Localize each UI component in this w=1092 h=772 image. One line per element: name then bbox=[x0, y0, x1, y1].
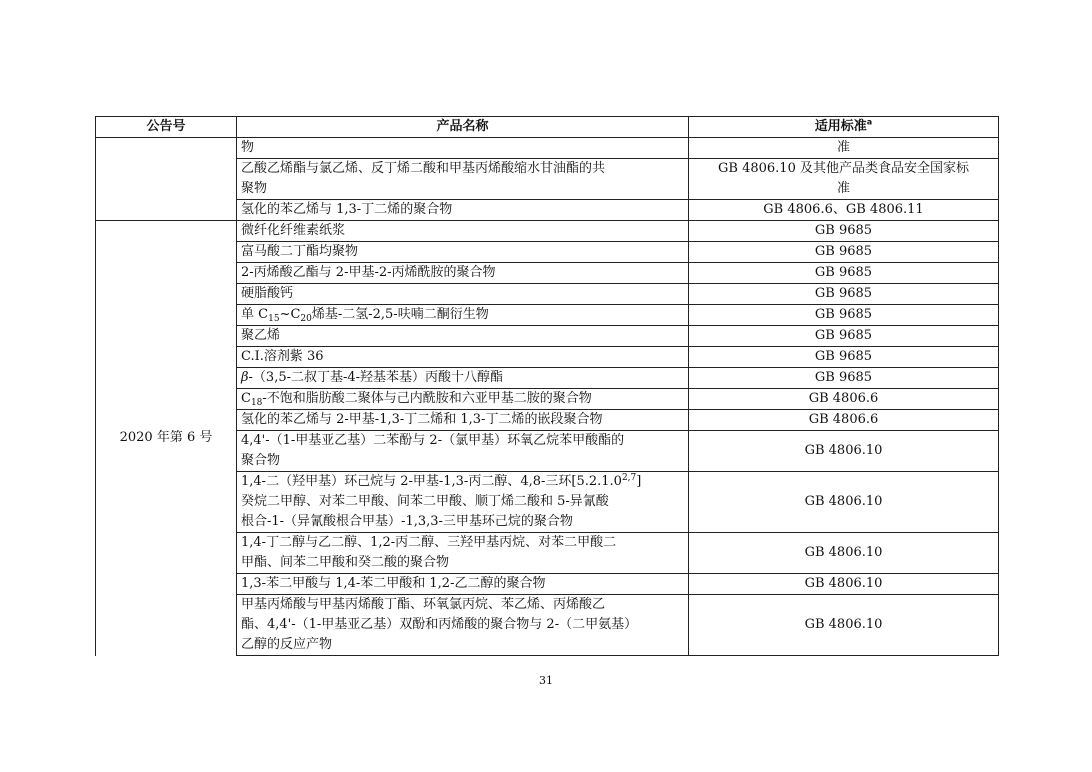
standard-cell: GB 4806.10 bbox=[689, 431, 999, 472]
standard-cell: GB 4806.10 及其他产品类食品安全国家标 准 bbox=[689, 159, 999, 200]
standard-cell: GB 9685 bbox=[689, 263, 999, 284]
header-standard: 适用标准$^a$ bbox=[689, 117, 999, 138]
announcement-cell bbox=[96, 221, 237, 656]
standard-cell: GB 9685 bbox=[689, 242, 999, 263]
product-name-cell: 氢化的苯乙烯与 1,3-丁二烯的聚合物 bbox=[237, 200, 689, 221]
product-name-cell: 微纤化纤维素纸浆 bbox=[237, 221, 689, 242]
page-number: 31 bbox=[539, 674, 553, 687]
product-name-cell: 富马酸二丁酯均聚物 bbox=[237, 242, 689, 263]
product-name-cell: 1,3-苯二甲酸与 1,4-苯二甲酸和 1,2-乙二醇的聚合物 bbox=[237, 574, 689, 595]
product-name-cell: 2-丙烯酸乙酯与 2-甲基-2-丙烯酰胺的聚合物 bbox=[237, 263, 689, 284]
product-name-cell: 聚乙烯 bbox=[237, 326, 689, 347]
standard-cell: GB 9685 bbox=[689, 305, 999, 326]
standard-cell: GB 9685 bbox=[689, 347, 999, 368]
header-product-name: 产品名称 bbox=[237, 117, 689, 138]
standard-cell: GB 4806.6 bbox=[689, 389, 999, 410]
standard-cell: GB 9685 bbox=[689, 284, 999, 305]
standard-cell: GB 4806.6、GB 4806.11 bbox=[689, 200, 999, 221]
product-name-cell: 单 $C_{15}\sim C_{20}$烯基-二氢-2,5-呋喃二酮衍生物 bbox=[237, 305, 689, 326]
product-name-cell: 4,4'-（1-甲基亚乙基）二苯酚与 2-（氯甲基）环氧乙烷苯甲酸酯的 聚合物 bbox=[237, 431, 689, 472]
standard-cell: GB 9685 bbox=[689, 221, 999, 242]
standard-cell: GB 4806.10 bbox=[689, 533, 999, 574]
standard-cell: GB 4806.10 bbox=[689, 574, 999, 595]
announcement-table-page bbox=[95, 116, 998, 655]
product-name-cell: 1,4-二（羟甲基）环己烷与 2-甲基-1,3-丙二醇、4,8-三环[5.2.1.0$^{2,7}$] 癸烷二甲醇、对苯二甲酸、间苯二甲酸、顺丁烯二酸和 5-异氰酸 根合-1-（异氰酸根合甲基）-1,3,3-三甲基环己烷的聚合物 bbox=[237, 472, 689, 533]
table-row bbox=[96, 138, 999, 159]
product-name-cell: 物 bbox=[237, 138, 689, 159]
announcement-number: 2020 年第 6 号 bbox=[119, 430, 213, 446]
standard-cell: 准 bbox=[689, 138, 999, 159]
announcement-table bbox=[95, 116, 999, 656]
standard-cell: GB 9685 bbox=[689, 326, 999, 347]
table-header-row bbox=[96, 117, 999, 138]
product-name-cell: 乙酸乙烯酯与氯乙烯、反丁烯二酸和甲基丙烯酸缩水甘油酯的共 聚物 bbox=[237, 159, 689, 200]
product-name-cell: $C_{18}-$不饱和脂肪酸二聚体与己内酰胺和六亚甲基二胺的聚合物 bbox=[237, 389, 689, 410]
standard-cell: GB 9685 bbox=[689, 368, 999, 389]
product-name-cell: 硬脂酸钙 bbox=[237, 284, 689, 305]
announcement-cell-continued bbox=[96, 138, 237, 221]
product-name-cell: 甲基丙烯酸与甲基丙烯酸丁酯、环氧氯丙烷、苯乙烯、丙烯酸乙 酯、4,4'-（1-甲基亚乙基）双酚和丙烯酸的聚合物与 2-（二甲氨基） 乙醇的反应产物 bbox=[237, 595, 689, 656]
header-announcement-no: 公告号 bbox=[96, 117, 237, 138]
product-name-cell: β-（3,5-二叔丁基-4-羟基苯基）丙酸十八醇酯 bbox=[237, 368, 689, 389]
standard-cell: GB 4806.10 bbox=[689, 472, 999, 533]
product-name-cell: C.I.溶剂紫 36 bbox=[237, 347, 689, 368]
product-name-cell: 1,4-丁二醇与乙二醇、1,2-丙二醇、三羟甲基丙烷、对苯二甲酸二 甲酯、间苯二甲酸和癸二酸的聚合物 bbox=[237, 533, 689, 574]
table-row bbox=[96, 221, 999, 242]
standard-cell: GB 4806.10 bbox=[689, 595, 999, 656]
footnote-mark: a bbox=[866, 117, 873, 127]
standard-cell: GB 4806.6 bbox=[689, 410, 999, 431]
product-name-cell: 氢化的苯乙烯与 2-甲基-1,3-丁二烯和 1,3-丁二烯的嵌段聚合物 bbox=[237, 410, 689, 431]
